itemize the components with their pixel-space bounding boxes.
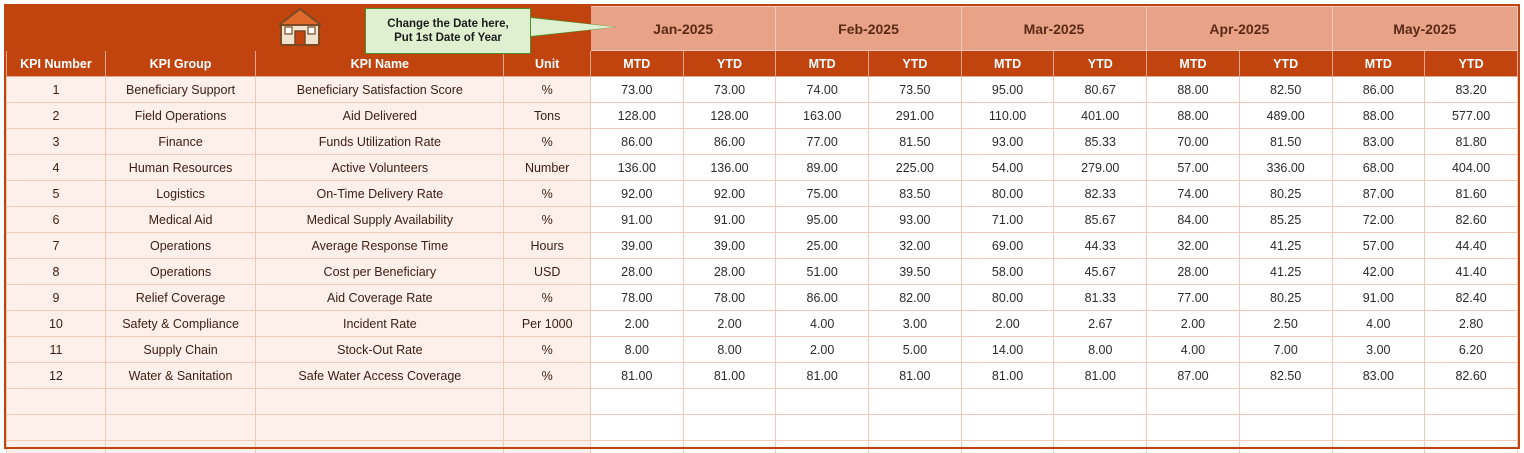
cell-kpi-group: Supply Chain <box>105 337 255 363</box>
cell-jan-ytd: 91.00 <box>683 207 776 233</box>
cell-kpi-number: 11 <box>7 337 106 363</box>
month-header-1: Feb-2025 <box>776 7 961 51</box>
cell-kpi-group: Relief Coverage <box>105 285 255 311</box>
cell-kpi-number: 5 <box>7 181 106 207</box>
cell-mar-ytd: 44.33 <box>1054 233 1147 259</box>
cell-empty <box>105 389 255 415</box>
cell-mar-ytd: 80.67 <box>1054 77 1147 103</box>
cell-kpi-number: 10 <box>7 311 106 337</box>
header-mar-mtd: MTD <box>961 51 1054 77</box>
month-header-2: Mar-2025 <box>961 7 1146 51</box>
cell-empty <box>256 415 504 441</box>
cell-feb-mtd: 51.00 <box>776 259 869 285</box>
cell-feb-mtd: 74.00 <box>776 77 869 103</box>
cell-feb-mtd: 25.00 <box>776 233 869 259</box>
cell-may-mtd: 87.00 <box>1332 181 1425 207</box>
cell-empty <box>683 389 776 415</box>
table-row <box>7 337 1518 363</box>
cell-mar-ytd: 82.33 <box>1054 181 1147 207</box>
header-may-mtd: MTD <box>1332 51 1425 77</box>
cell-kpi-name: Cost per Beneficiary <box>256 259 504 285</box>
cell-mar-ytd: 81.00 <box>1054 363 1147 389</box>
cell-empty <box>1239 441 1332 453</box>
cell-may-ytd: 404.00 <box>1425 155 1518 181</box>
cell-apr-mtd: 77.00 <box>1147 285 1240 311</box>
cell-empty <box>869 441 962 453</box>
cell-kpi-group: Water & Sanitation <box>105 363 255 389</box>
cell-feb-mtd: 77.00 <box>776 129 869 155</box>
cell-unit: USD <box>504 259 591 285</box>
table-row <box>7 129 1518 155</box>
cell-kpi-name: Active Volunteers <box>256 155 504 181</box>
cell-mar-mtd: 93.00 <box>961 129 1054 155</box>
cell-may-ytd: 81.60 <box>1425 181 1518 207</box>
cell-jan-ytd: 92.00 <box>683 181 776 207</box>
cell-kpi-group: Human Resources <box>105 155 255 181</box>
header-jan-ytd: YTD <box>683 51 776 77</box>
cell-may-mtd: 72.00 <box>1332 207 1425 233</box>
cell-kpi-number: 6 <box>7 207 106 233</box>
cell-kpi-group: Operations <box>105 259 255 285</box>
table-row <box>7 207 1518 233</box>
cell-kpi-group: Beneficiary Support <box>105 77 255 103</box>
cell-empty <box>961 415 1054 441</box>
table-row-empty <box>7 415 1518 441</box>
cell-apr-ytd: 82.50 <box>1239 77 1332 103</box>
cell-may-mtd: 86.00 <box>1332 77 1425 103</box>
cell-kpi-name: Average Response Time <box>256 233 504 259</box>
cell-jan-mtd: 73.00 <box>590 77 683 103</box>
cell-kpi-group: Safety & Compliance <box>105 311 255 337</box>
cell-jan-ytd: 136.00 <box>683 155 776 181</box>
cell-feb-mtd: 163.00 <box>776 103 869 129</box>
cell-kpi-name: Stock-Out Rate <box>256 337 504 363</box>
cell-jan-ytd: 78.00 <box>683 285 776 311</box>
cell-jan-mtd: 86.00 <box>590 129 683 155</box>
cell-feb-ytd: 5.00 <box>869 337 962 363</box>
callout-line-2: Put 1st Date of Year <box>394 32 502 44</box>
cell-jan-ytd: 28.00 <box>683 259 776 285</box>
header-may-ytd: YTD <box>1425 51 1518 77</box>
cell-kpi-name: Medical Supply Availability <box>256 207 504 233</box>
cell-mar-mtd: 58.00 <box>961 259 1054 285</box>
cell-feb-ytd: 32.00 <box>869 233 962 259</box>
cell-mar-mtd: 14.00 <box>961 337 1054 363</box>
header-unit: Unit <box>504 51 591 77</box>
cell-empty <box>7 441 106 453</box>
cell-feb-mtd: 95.00 <box>776 207 869 233</box>
cell-mar-mtd: 81.00 <box>961 363 1054 389</box>
cell-kpi-name: Aid Coverage Rate <box>256 285 504 311</box>
cell-apr-ytd: 489.00 <box>1239 103 1332 129</box>
callout-tail <box>531 18 615 36</box>
cell-apr-mtd: 32.00 <box>1147 233 1240 259</box>
cell-empty <box>776 389 869 415</box>
cell-apr-mtd: 88.00 <box>1147 77 1240 103</box>
cell-kpi-name: Incident Rate <box>256 311 504 337</box>
cell-empty <box>1054 441 1147 453</box>
cell-empty <box>504 389 591 415</box>
cell-feb-mtd: 4.00 <box>776 311 869 337</box>
cell-kpi-number: 8 <box>7 259 106 285</box>
cell-empty <box>1425 389 1518 415</box>
cell-empty <box>256 441 504 453</box>
cell-apr-mtd: 74.00 <box>1147 181 1240 207</box>
cell-mar-mtd: 2.00 <box>961 311 1054 337</box>
cell-mar-mtd: 80.00 <box>961 285 1054 311</box>
cell-kpi-name: Aid Delivered <box>256 103 504 129</box>
table-row <box>7 103 1518 129</box>
cell-empty <box>7 415 106 441</box>
cell-jan-mtd: 128.00 <box>590 103 683 129</box>
cell-may-mtd: 88.00 <box>1332 103 1425 129</box>
cell-feb-ytd: 73.50 <box>869 77 962 103</box>
cell-kpi-group: Medical Aid <box>105 207 255 233</box>
cell-feb-ytd: 81.50 <box>869 129 962 155</box>
cell-apr-mtd: 70.00 <box>1147 129 1240 155</box>
cell-empty <box>1332 389 1425 415</box>
cell-empty <box>683 415 776 441</box>
cell-mar-mtd: 80.00 <box>961 181 1054 207</box>
cell-mar-mtd: 110.00 <box>961 103 1054 129</box>
cell-mar-ytd: 8.00 <box>1054 337 1147 363</box>
cell-kpi-name: Safe Water Access Coverage <box>256 363 504 389</box>
banner-row <box>7 7 1518 51</box>
cell-empty <box>776 441 869 453</box>
cell-feb-ytd: 93.00 <box>869 207 962 233</box>
cell-jan-mtd: 136.00 <box>590 155 683 181</box>
cell-kpi-number: 1 <box>7 77 106 103</box>
cell-apr-ytd: 41.25 <box>1239 259 1332 285</box>
cell-feb-mtd: 86.00 <box>776 285 869 311</box>
cell-jan-mtd: 39.00 <box>590 233 683 259</box>
table-row <box>7 77 1518 103</box>
cell-unit: Hours <box>504 233 591 259</box>
cell-mar-ytd: 2.67 <box>1054 311 1147 337</box>
cell-unit: % <box>504 285 591 311</box>
cell-apr-ytd: 80.25 <box>1239 285 1332 311</box>
header-mar-ytd: YTD <box>1054 51 1147 77</box>
cell-apr-ytd: 2.50 <box>1239 311 1332 337</box>
cell-unit: % <box>504 207 591 233</box>
month-header-0: Jan-2025 <box>590 7 775 51</box>
cell-mar-ytd: 401.00 <box>1054 103 1147 129</box>
cell-may-mtd: 57.00 <box>1332 233 1425 259</box>
table-row <box>7 233 1518 259</box>
cell-apr-ytd: 336.00 <box>1239 155 1332 181</box>
table-row <box>7 155 1518 181</box>
cell-empty <box>1147 441 1240 453</box>
cell-may-ytd: 2.80 <box>1425 311 1518 337</box>
cell-kpi-name: Beneficiary Satisfaction Score <box>256 77 504 103</box>
cell-apr-ytd: 41.25 <box>1239 233 1332 259</box>
cell-empty <box>1147 389 1240 415</box>
cell-may-ytd: 41.40 <box>1425 259 1518 285</box>
cell-empty <box>1239 389 1332 415</box>
cell-jan-ytd: 39.00 <box>683 233 776 259</box>
cell-empty <box>961 389 1054 415</box>
header-jan-mtd: MTD <box>590 51 683 77</box>
cell-jan-mtd: 28.00 <box>590 259 683 285</box>
cell-may-ytd: 82.40 <box>1425 285 1518 311</box>
cell-unit: % <box>504 77 591 103</box>
cell-empty <box>105 441 255 453</box>
cell-may-mtd: 3.00 <box>1332 337 1425 363</box>
cell-kpi-number: 9 <box>7 285 106 311</box>
cell-jan-mtd: 91.00 <box>590 207 683 233</box>
header-apr-mtd: MTD <box>1147 51 1240 77</box>
header-apr-ytd: YTD <box>1239 51 1332 77</box>
table-row <box>7 363 1518 389</box>
cell-feb-ytd: 225.00 <box>869 155 962 181</box>
cell-may-ytd: 6.20 <box>1425 337 1518 363</box>
cell-mar-ytd: 85.67 <box>1054 207 1147 233</box>
header-feb-ytd: YTD <box>869 51 962 77</box>
cell-unit: Tons <box>504 103 591 129</box>
header-feb-mtd: MTD <box>776 51 869 77</box>
cell-may-ytd: 44.40 <box>1425 233 1518 259</box>
cell-kpi-number: 4 <box>7 155 106 181</box>
cell-empty <box>590 415 683 441</box>
cell-empty <box>1332 415 1425 441</box>
column-header-row <box>7 51 1518 77</box>
cell-empty <box>1054 415 1147 441</box>
cell-empty <box>1332 441 1425 453</box>
cell-mar-mtd: 95.00 <box>961 77 1054 103</box>
cell-mar-ytd: 81.33 <box>1054 285 1147 311</box>
cell-may-mtd: 68.00 <box>1332 155 1425 181</box>
cell-kpi-name: On-Time Delivery Rate <box>256 181 504 207</box>
cell-jan-ytd: 2.00 <box>683 311 776 337</box>
cell-apr-ytd: 80.25 <box>1239 181 1332 207</box>
cell-mar-ytd: 279.00 <box>1054 155 1147 181</box>
callout-line-1: Change the Date here, <box>387 17 509 30</box>
cell-feb-mtd: 75.00 <box>776 181 869 207</box>
cell-empty <box>590 441 683 453</box>
cell-apr-mtd: 28.00 <box>1147 259 1240 285</box>
cell-may-mtd: 4.00 <box>1332 311 1425 337</box>
table-row <box>7 181 1518 207</box>
table-row-empty <box>7 389 1518 415</box>
cell-feb-ytd: 39.50 <box>869 259 962 285</box>
cell-kpi-number: 2 <box>7 103 106 129</box>
cell-jan-ytd: 8.00 <box>683 337 776 363</box>
cell-feb-mtd: 2.00 <box>776 337 869 363</box>
cell-may-mtd: 91.00 <box>1332 285 1425 311</box>
cell-may-mtd: 42.00 <box>1332 259 1425 285</box>
cell-empty <box>869 415 962 441</box>
cell-jan-mtd: 2.00 <box>590 311 683 337</box>
cell-jan-mtd: 78.00 <box>590 285 683 311</box>
date-callout <box>365 8 531 54</box>
month-header-4: May-2025 <box>1332 7 1518 51</box>
cell-kpi-group: Field Operations <box>105 103 255 129</box>
cell-jan-mtd: 8.00 <box>590 337 683 363</box>
cell-empty <box>1147 415 1240 441</box>
header-kpi-number: KPI Number <box>7 51 106 77</box>
cell-may-ytd: 83.20 <box>1425 77 1518 103</box>
cell-apr-mtd: 87.00 <box>1147 363 1240 389</box>
cell-jan-mtd: 92.00 <box>590 181 683 207</box>
cell-mar-mtd: 69.00 <box>961 233 1054 259</box>
header-kpi-group: KPI Group <box>105 51 255 77</box>
cell-apr-mtd: 4.00 <box>1147 337 1240 363</box>
cell-apr-ytd: 85.25 <box>1239 207 1332 233</box>
cell-unit: Per 1000 <box>504 311 591 337</box>
cell-unit: % <box>504 337 591 363</box>
cell-apr-ytd: 81.50 <box>1239 129 1332 155</box>
cell-unit: % <box>504 129 591 155</box>
table-row <box>7 285 1518 311</box>
cell-may-ytd: 577.00 <box>1425 103 1518 129</box>
cell-may-ytd: 82.60 <box>1425 207 1518 233</box>
cell-feb-mtd: 89.00 <box>776 155 869 181</box>
cell-apr-mtd: 57.00 <box>1147 155 1240 181</box>
cell-kpi-number: 7 <box>7 233 106 259</box>
kpi-table <box>6 6 1518 453</box>
cell-apr-mtd: 88.00 <box>1147 103 1240 129</box>
cell-may-mtd: 83.00 <box>1332 363 1425 389</box>
cell-jan-ytd: 86.00 <box>683 129 776 155</box>
table-row <box>7 311 1518 337</box>
cell-empty <box>504 415 591 441</box>
cell-empty <box>961 441 1054 453</box>
header-kpi-name: KPI Name <box>256 51 504 77</box>
cell-jan-mtd: 81.00 <box>590 363 683 389</box>
cell-kpi-name: Funds Utilization Rate <box>256 129 504 155</box>
cell-apr-mtd: 2.00 <box>1147 311 1240 337</box>
cell-feb-ytd: 81.00 <box>869 363 962 389</box>
cell-apr-ytd: 82.50 <box>1239 363 1332 389</box>
cell-empty <box>683 441 776 453</box>
cell-empty <box>590 389 683 415</box>
cell-mar-mtd: 54.00 <box>961 155 1054 181</box>
home-icon[interactable] <box>279 7 321 47</box>
cell-kpi-group: Finance <box>105 129 255 155</box>
cell-kpi-group: Operations <box>105 233 255 259</box>
cell-empty <box>1239 415 1332 441</box>
cell-empty <box>869 389 962 415</box>
cell-empty <box>7 389 106 415</box>
cell-feb-ytd: 83.50 <box>869 181 962 207</box>
cell-may-ytd: 82.60 <box>1425 363 1518 389</box>
cell-feb-ytd: 82.00 <box>869 285 962 311</box>
cell-feb-ytd: 291.00 <box>869 103 962 129</box>
cell-unit: % <box>504 363 591 389</box>
month-header-3: Apr-2025 <box>1147 7 1332 51</box>
cell-empty <box>776 415 869 441</box>
kpi-table-body <box>7 77 1518 453</box>
cell-unit: % <box>504 181 591 207</box>
cell-may-ytd: 81.80 <box>1425 129 1518 155</box>
cell-empty <box>504 441 591 453</box>
cell-empty <box>1054 389 1147 415</box>
cell-mar-mtd: 71.00 <box>961 207 1054 233</box>
cell-empty <box>256 389 504 415</box>
cell-feb-mtd: 81.00 <box>776 363 869 389</box>
cell-may-mtd: 83.00 <box>1332 129 1425 155</box>
cell-kpi-group: Logistics <box>105 181 255 207</box>
cell-apr-ytd: 7.00 <box>1239 337 1332 363</box>
cell-empty <box>105 415 255 441</box>
cell-jan-ytd: 81.00 <box>683 363 776 389</box>
cell-mar-ytd: 45.67 <box>1054 259 1147 285</box>
cell-mar-ytd: 85.33 <box>1054 129 1147 155</box>
cell-jan-ytd: 128.00 <box>683 103 776 129</box>
cell-feb-ytd: 3.00 <box>869 311 962 337</box>
table-row <box>7 259 1518 285</box>
cell-apr-mtd: 84.00 <box>1147 207 1240 233</box>
cell-unit: Number <box>504 155 591 181</box>
cell-empty <box>1425 441 1518 453</box>
cell-kpi-number: 3 <box>7 129 106 155</box>
cell-kpi-number: 12 <box>7 363 106 389</box>
table-row-empty <box>7 441 1518 453</box>
cell-jan-ytd: 73.00 <box>683 77 776 103</box>
cell-empty <box>1425 415 1518 441</box>
